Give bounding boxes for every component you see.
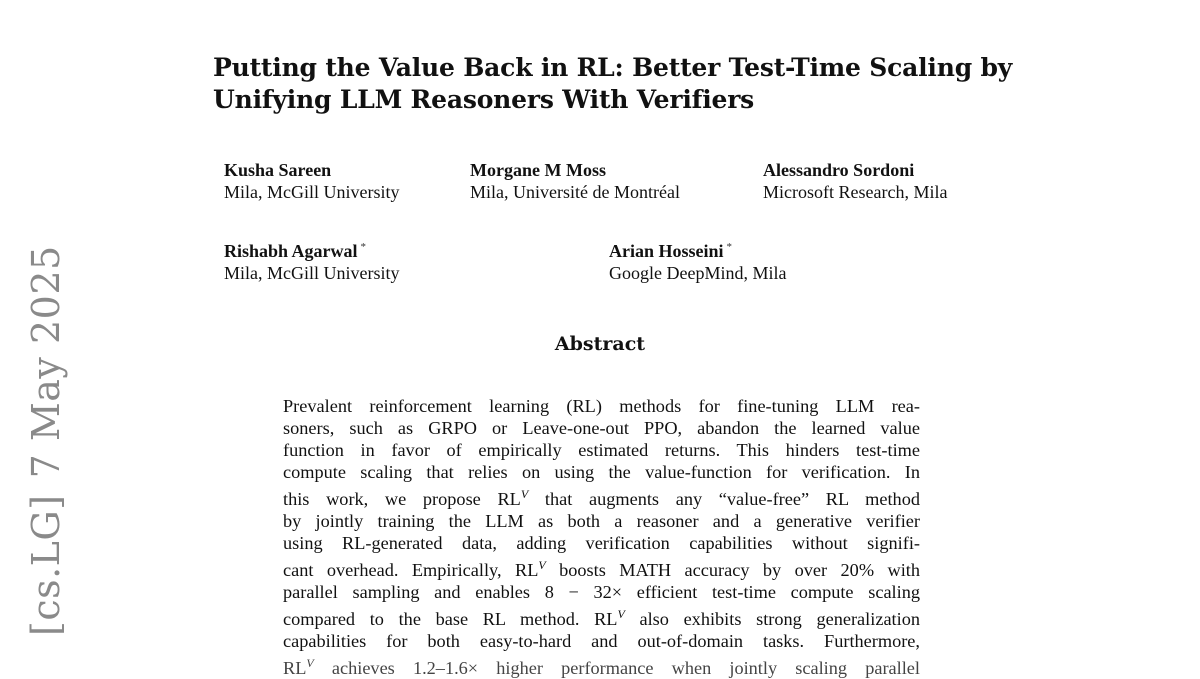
author-name: Rishabh Agarwal *	[224, 241, 367, 261]
author-block-5	[609, 236, 786, 284]
arxiv-category: [cs.LG]	[24, 494, 68, 636]
author-affiliation: Mila, McGill University	[224, 182, 400, 202]
author-block-1	[224, 159, 399, 203]
abstract-body	[283, 395, 920, 679]
title-line-2: Unifying LLM Reasoners With Verifiers	[213, 85, 755, 114]
author-name: Arian Hosseini *	[609, 241, 733, 261]
abstract-line: cant overhead. Empirically, $RL^V$ boosts MATH accuracy by over 20% with	[283, 558, 920, 581]
abstract-line: compared to the base RL method. $RL^V$ also exhibits strong generalization	[283, 607, 920, 630]
author-name: Alessandro Sordoni	[763, 160, 915, 180]
abstract-line: using RL-generated data, adding verification capabilities without signifi-	[283, 533, 920, 554]
abstract-line: compute scaling that relies on using the value-function for verification. In	[283, 462, 920, 482]
title-line-1: Putting the Value Back in RL: Better Test-Time Scaling by	[213, 53, 1013, 82]
author-block-3	[763, 159, 947, 203]
author-name: Morgane M Moss	[470, 160, 606, 180]
author-affiliation: Google DeepMind, Mila	[609, 263, 787, 283]
author-name: Kusha Sareen	[224, 160, 332, 180]
arxiv-stamp	[24, 229, 68, 636]
author-affiliation: Mila, McGill University	[224, 263, 400, 283]
abstract-line: soners, such as GRPO or Leave-one-out PPO, abandon the learned value	[283, 418, 920, 438]
abstract-line: this work, we propose $RL^V$ that augments any “value-free” RL method	[283, 487, 920, 510]
abstract-line: capabilities for both easy-to-hard and out-of-domain tasks. Furthermore,	[283, 631, 920, 652]
arxiv-date: 7 May 2025	[24, 245, 68, 479]
paper-title	[213, 52, 1033, 116]
abstract-line: by jointly training the LLM as both a reasoner and a generative verifier	[283, 511, 920, 532]
author-affiliation: Mila, Université de Montréal	[470, 182, 680, 202]
abstract-line: $RL^V$ achieves 1.2–1.6× higher performance when jointly scaling parallel	[283, 656, 920, 679]
abstract-line: function in favor of empirically estimated returns. This hinders test-time	[283, 440, 920, 460]
author-block-2	[470, 159, 680, 203]
author-block-4	[224, 236, 399, 284]
abstract-heading: Abstract	[554, 333, 646, 355]
abstract-line: parallel sampling and enables 8 − 32× efficient test-time compute scaling	[283, 582, 920, 603]
author-affiliation: Microsoft Research, Mila	[763, 182, 948, 202]
abstract-line: Prevalent reinforcement learning (RL) methods for fine-tuning LLM rea-	[283, 396, 920, 416]
equal-contribution-mark: *	[360, 241, 367, 253]
equal-contribution-mark: *	[726, 241, 733, 253]
